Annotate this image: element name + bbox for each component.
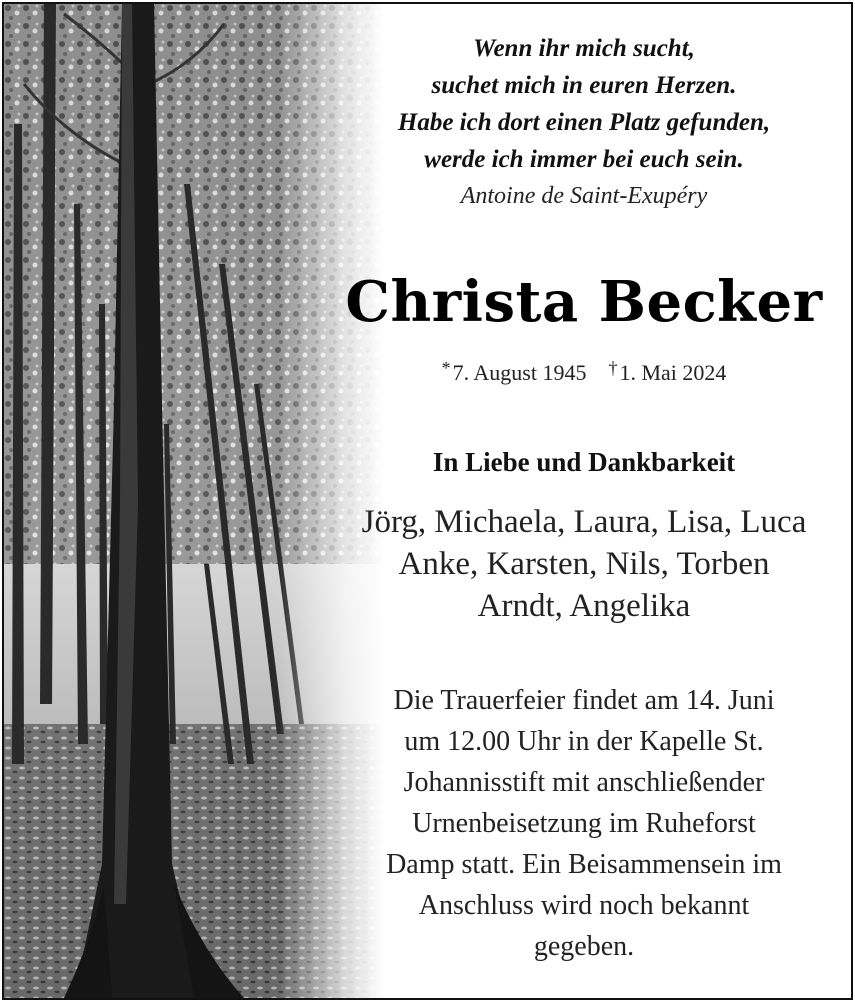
- service-line: Damp statt. Ein Beisammensein im: [386, 849, 782, 880]
- service-line: Johannisstift mit anschließender: [403, 767, 765, 798]
- birth-symbol: *: [441, 358, 451, 378]
- forest-photo: [4, 4, 384, 998]
- service-line: Anschluss wird noch bekannt: [418, 890, 750, 921]
- family-names: [334, 501, 834, 627]
- family-line: Anke, Karsten, Nils, Torben: [398, 546, 770, 582]
- quote-line: suchet mich in euren Herzen.: [431, 72, 737, 99]
- quote-line: werde ich immer bei euch sein.: [424, 146, 744, 173]
- service-line: Urnenbeisetzung im Ruheforst: [412, 808, 756, 839]
- death-date: 1. Mai 2024: [619, 360, 727, 385]
- quote-block: [334, 30, 834, 214]
- service-line: um 12.00 Uhr in der Kapelle St.: [404, 726, 764, 757]
- service-info: [334, 680, 834, 967]
- deceased-name: Christa Becker: [345, 269, 823, 335]
- obituary-card: [2, 2, 853, 1000]
- family-line: Arndt, Angelika: [477, 588, 691, 624]
- dedication: In Liebe und Dankbarkeit: [432, 447, 736, 477]
- service-line: Die Trauerfeier findet am 14. Juni: [393, 685, 775, 716]
- service-line: gegeben.: [533, 931, 635, 962]
- quote-line: Habe ich dort einen Platz gefunden,: [397, 109, 771, 136]
- quote-line: Wenn ihr mich sucht,: [473, 35, 695, 62]
- family-line: Jörg, Michaela, Laura, Lisa, Luca: [361, 504, 807, 540]
- life-dates: [334, 348, 834, 393]
- birth-date: 7. August 1945: [452, 360, 587, 385]
- quote-author: Antoine de Saint-Exupéry: [460, 183, 708, 209]
- death-symbol: †: [608, 358, 618, 378]
